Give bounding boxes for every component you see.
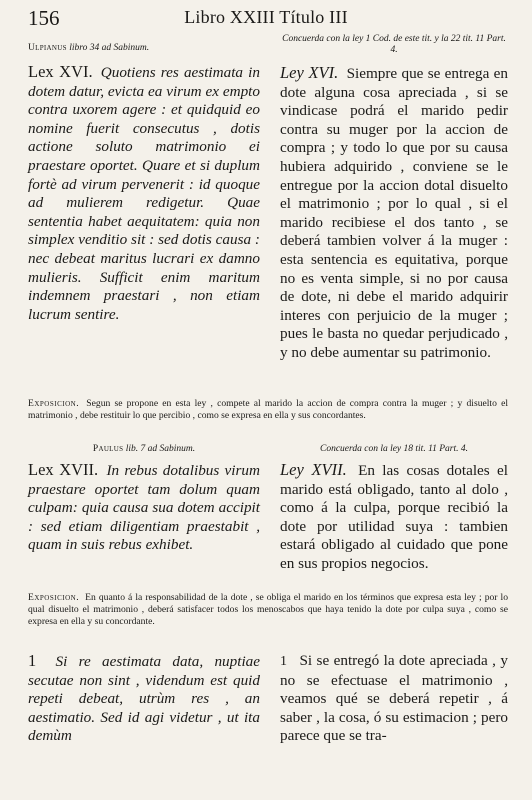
exposicion-text: En quanto á la responsabilidad de la dote , se obliga el marido en los términos que expresa esta ley ; por lo qual disuelto el matrimonio , deberá satisfacer todos los menoscabos que haya tenido la dote por culpa suya , como se expresa en ella y su concordante. [28,592,508,628]
exposicion-lex-xvii [28,592,508,629]
latin-column [28,444,260,555]
lex-number: Lex XVI. [28,62,93,81]
ley-number: Ley XVI. [280,63,339,82]
spanish-text: Ley XVII. En las cosas dotales el marido está obligado, tanto al dolo , como á la culpa, porque recibió la dote por utilidad suya : tambien estará obligado al cuidado que pone en sus propios negocios. [280,460,508,572]
latin-text: 1 Si re aestimata data, nuptiae secutae non sint , videndum est quid repeti debeat, utrùm res , an aestimatio. Sed id agi videtur , ut ita demùm [28,651,260,745]
section-paragraph-1 [28,652,508,792]
spanish-source-note: Concuerda con la ley 1 Cod. de este tit. y la 22 tit. 11 Part. 4. [282,34,506,55]
lex-number: Lex XVII. [28,460,99,479]
section-lex-xvii [28,444,508,584]
latin-text: Lex XVII. In rebus dotalibus virum praestare oportet tam dolum quam culpam: quia causa sua dotem accipit : sed etiam diligentiam praestabit , quam in suis rebus exhibet. [28,460,260,554]
latin-column [28,34,260,324]
spanish-text: 1 Si se entregó la dote apreciada , y no se efectuase el matrimonio , veamos qué se deberá repetir , á saber , la cosa, ó su estimacion ; pero parece que se tra- [280,652,508,745]
exposicion-text: Segun se propone en esta ley , compete al marido la accion de compra contra la muger ; y disuelto el matrimonio , debe restituir lo que percibio , como se expresa en ella y sus concordantes. [28,398,508,422]
latin-source-note: Ulpianus libro 34 ad Sabinum. [28,43,150,53]
exposicion-lex-xvi [28,398,508,422]
page-number: 156 [28,6,60,30]
latin-source-note: Paulus lib. 7 ad Sabinum. [92,444,196,454]
latin-text: Lex XVI. Quotiens res aestimata in dotem datur, evicta ea virum ex empto contra uxorem agere : et quidquid eo nomine fuerit consecutus , dotis actione soluto matrimonio ei praestare oportet. Quare et si duplum fortè ad virum pervenerit : id quoque ad mulierem redigetur. Quae sententia habet aequitatem: quia non simplex venditio sit : sed dotis causa : nec debeat maritus lucrari ex damno mulieris. Sufficit enim maritum indemnem praestari , non etiam lucrum sentire. [28,62,260,323]
page-header [28,6,504,32]
spanish-column [280,34,508,363]
spanish-source-note: Concuerda con la ley 18 tit. 11 Part. 4. [319,444,469,454]
paragraph-number: 1 [280,654,287,669]
paragraph-number: 1 [28,651,37,670]
spanish-column [280,652,508,746]
spanish-column [280,444,508,574]
running-title: Libro XXIII Título III [184,7,348,27]
ley-number: Ley XVII. [280,460,347,479]
spanish-text: Ley XVI. Siempre que se entrega en dote alguna cosa apreciada , si se vindicase podrá el marido pedir contra su muger por la accion de compra ; y todo lo que por su causa hubiera adquirido , conviene se le entregue por la accion dotal disuelto el matrimonio ; por lo qual , si el marido recibiese el dos tanto , se deberá tambien volver á la muger : esta sentencia es equitativa, porque no es venta simple, si no por causa de dote, ni debe el marido adquirir interes con perjuicio de la muger ; pues le basta no quedar perjudicado , y no debe aumentar su patrimonio. [280,63,509,361]
latin-column [28,652,260,746]
exposicion-label: Exposicion. [28,592,80,603]
exposicion-label: Exposicion. [28,398,80,409]
section-lex-xvi [28,34,508,364]
